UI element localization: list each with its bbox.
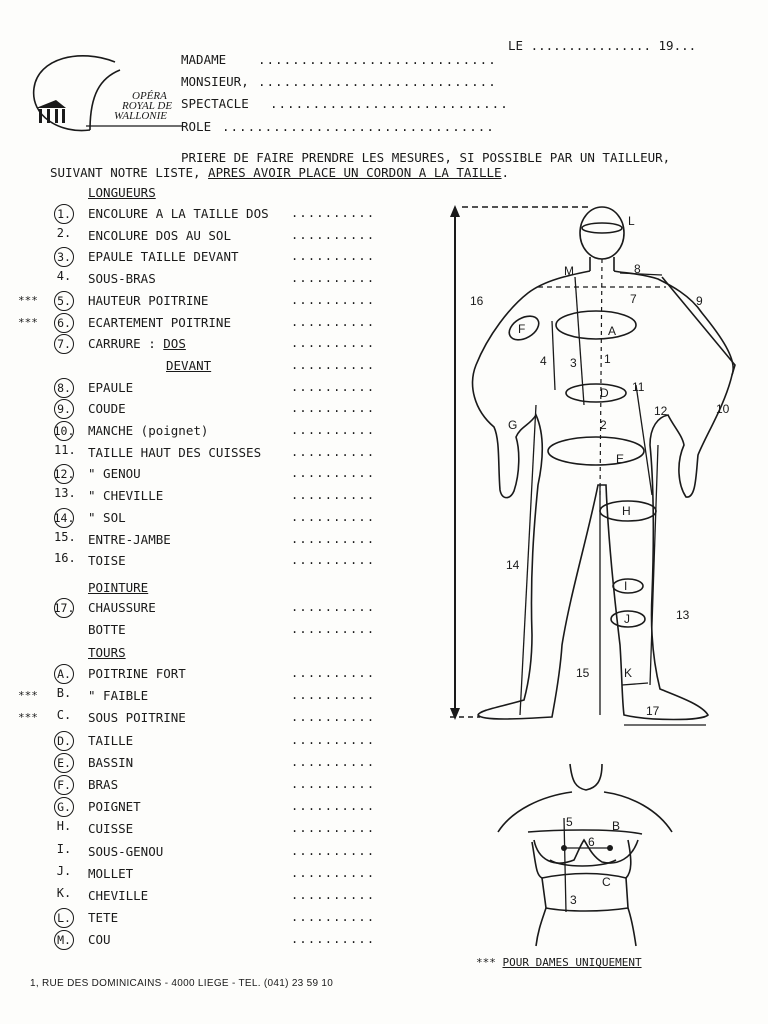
- ladies-note-text: POUR DAMES UNIQUEMENT: [502, 956, 642, 969]
- measure-label-manche-poignet: MANCHE (poignet): [88, 423, 209, 438]
- bust-label-5: 5: [566, 815, 573, 829]
- instructions-end: .: [501, 165, 510, 180]
- field-monsieur-label: MONSIEUR,: [181, 74, 249, 89]
- circled-item-number: 6.: [54, 313, 74, 333]
- measure-input-taille-haut-des-cuisses[interactable]: ..........: [291, 445, 376, 459]
- fig-label-1: 1: [604, 352, 611, 366]
- fig-label-L: L: [628, 214, 635, 228]
- item-number: I.: [56, 842, 72, 856]
- fig-label-17: 17: [646, 704, 660, 718]
- circled-item-number: 17.: [54, 598, 74, 618]
- measure-input-ecartement-poitrine[interactable]: ..........: [291, 315, 376, 329]
- measure-label-epaule-taille-devant: EPAULE TAILLE DEVANT: [88, 249, 239, 264]
- fig-label-10: 10: [716, 402, 730, 416]
- fig-label-A: A: [608, 324, 617, 338]
- fig-label-3: 3: [570, 356, 577, 370]
- fig-label-7: 7: [630, 292, 637, 306]
- measure-input-sol[interactable]: ..........: [291, 510, 376, 524]
- item-number: H.: [56, 819, 72, 833]
- circled-item-number: F.: [54, 775, 74, 795]
- section-longueurs: LONGUEURS: [88, 185, 156, 200]
- measure-input-coude[interactable]: ..........: [291, 401, 376, 415]
- measure-input-entre-jambe[interactable]: ..........: [291, 532, 376, 546]
- measure-label-tete: TETE: [88, 910, 119, 925]
- fig-label-12: 12: [654, 404, 668, 418]
- measure-input-chaussure[interactable]: ..........: [291, 600, 376, 614]
- measure-label-bras: BRAS: [88, 777, 119, 792]
- fig-label-15: 15: [576, 666, 590, 680]
- measure-input-carrure-dos[interactable]: ..........: [291, 336, 376, 350]
- measure-label-encolure-dos-au-sol: ENCOLURE DOS AU SOL: [88, 228, 231, 243]
- measure-label-sous-genou: SOUS-GENOU: [88, 844, 164, 859]
- field-madame-label: MADAME: [181, 52, 227, 67]
- measure-input-sous-poitrine[interactable]: ..........: [291, 710, 376, 724]
- carrure-dos-label: DOS: [163, 336, 186, 351]
- measure-label-faible: " FAIBLE: [88, 688, 149, 703]
- instructions-plain: SUIVANT NOTRE LISTE,: [50, 165, 209, 180]
- item-number: K.: [56, 886, 72, 900]
- circled-item-number: L.: [54, 908, 74, 928]
- circled-item-number: 12.: [54, 464, 74, 484]
- circled-item-number: 14.: [54, 508, 74, 528]
- measure-input-epaule-taille-devant[interactable]: ..........: [291, 249, 376, 263]
- measure-input-faible[interactable]: ..........: [291, 688, 376, 702]
- item-number: 15.: [54, 530, 76, 544]
- measure-input-genou[interactable]: ..........: [291, 466, 376, 480]
- measure-input-cou[interactable]: ..........: [291, 932, 376, 946]
- bust-label-B: B: [612, 819, 621, 833]
- measure-input-tete[interactable]: ..........: [291, 910, 376, 924]
- item-number: 16.: [54, 551, 76, 565]
- footer-address: 1, RUE DES DOMINICAINS - 4000 LIEGE - TEL. (041) 23 59 10: [30, 978, 334, 989]
- measure-input-mollet[interactable]: ..........: [291, 866, 376, 880]
- measure-label-entre-jambe: ENTRE-JAMBE: [88, 532, 171, 547]
- fig-label-G: G: [508, 418, 518, 432]
- measure-label-sol: " SOL: [88, 510, 126, 525]
- measure-input-bassin[interactable]: ..........: [291, 755, 376, 769]
- circled-item-number: 7.: [54, 334, 74, 354]
- fig-label-13: 13: [676, 608, 690, 622]
- measure-input-sous-bras[interactable]: ..........: [291, 271, 376, 285]
- circled-item-number: 1.: [54, 204, 74, 224]
- fig-label-H: H: [622, 504, 631, 518]
- fig-label-16: 16: [470, 294, 484, 308]
- fig-label-D: D: [600, 386, 609, 400]
- measure-input-taille[interactable]: ..........: [291, 733, 376, 747]
- section-tours: TOURS: [88, 645, 126, 660]
- item-number: B.: [56, 686, 72, 700]
- measure-input-encolure-dos-au-sol[interactable]: ..........: [291, 228, 376, 242]
- item-number: J.: [56, 864, 72, 878]
- measure-label-carrure-dos: CARRURE : DOS: [88, 336, 186, 351]
- measure-input-epaule[interactable]: ..........: [291, 380, 376, 394]
- fig-label-F: F: [518, 322, 526, 336]
- ladies-only-marker: ***: [18, 711, 38, 724]
- field-monsieur-input[interactable]: ............................: [258, 74, 497, 89]
- fig-label-11: 11: [632, 380, 645, 394]
- measure-input-poitrine-fort[interactable]: ..........: [291, 666, 376, 680]
- fig-label-2: 2: [600, 418, 607, 432]
- bust-label-3: 3: [570, 893, 577, 907]
- measure-input-manche-poignet[interactable]: ..........: [291, 423, 376, 437]
- measure-input-cuisse[interactable]: ..........: [291, 821, 376, 835]
- measure-label-ecartement-poitrine: ECARTEMENT POITRINE: [88, 315, 231, 330]
- field-madame-input[interactable]: ............................: [258, 52, 497, 67]
- measure-input-botte[interactable]: ..........: [291, 622, 376, 636]
- circled-item-number: 8.: [54, 378, 74, 398]
- measure-label-cuisse: CUISSE: [88, 821, 134, 836]
- date-field: LE ................ 19...: [508, 38, 697, 53]
- circled-item-number: A.: [54, 664, 74, 684]
- measure-label-hauteur-poitrine: HAUTEUR POITRINE: [88, 293, 209, 308]
- instructions-line-2: [50, 165, 509, 180]
- fig-label-14: 14: [506, 558, 520, 572]
- circled-item-number: 5.: [54, 291, 74, 311]
- measure-label-bassin: BASSIN: [88, 755, 134, 770]
- measure-label-cheville: " CHEVILLE: [88, 488, 164, 503]
- measure-label-taille-haut-des-cuisses: TAILLE HAUT DES CUISSES: [88, 445, 262, 460]
- ladies-note: [476, 956, 642, 969]
- fig-label-4: 4: [540, 354, 547, 368]
- circled-item-number: M.: [54, 930, 74, 950]
- field-spectacle-label: SPECTACLE: [181, 96, 249, 111]
- circled-item-number: 9.: [54, 399, 74, 419]
- measure-input-sous-genou[interactable]: ..........: [291, 844, 376, 858]
- measure-label-botte: BOTTE: [88, 622, 126, 637]
- item-number: 11.: [54, 443, 76, 457]
- logo-line-1: OPÉRA: [132, 90, 167, 102]
- measure-input-poignet[interactable]: ..........: [291, 799, 376, 813]
- logo: [20, 50, 190, 140]
- measure-label-sous-bras: SOUS-BRAS: [88, 271, 156, 286]
- fig-label-I: I: [624, 579, 628, 593]
- instructions-underlined: APRES AVOIR PLACE UN CORDON A LA TAILLE: [208, 165, 502, 180]
- measure-input-cheville[interactable]: ..........: [291, 488, 376, 502]
- fig-label-E: E: [616, 452, 625, 466]
- circled-item-number: 10.: [54, 421, 74, 441]
- measure-input-encolure-a-la-taille-dos[interactable]: ..........: [291, 206, 376, 220]
- circled-item-number: G.: [54, 797, 74, 817]
- circled-item-number: D.: [54, 731, 74, 751]
- measure-label-epaule: EPAULE: [88, 380, 134, 395]
- bust-label-C: C: [602, 875, 611, 889]
- fig-label-J: J: [624, 612, 630, 626]
- measure-label-sous-poitrine: SOUS POITRINE: [88, 710, 186, 725]
- field-role-label: ROLE: [181, 119, 212, 134]
- circled-item-number: 3.: [54, 247, 74, 267]
- field-spectacle-input[interactable]: ............................: [270, 96, 509, 111]
- bust-diagram: [492, 760, 682, 950]
- measure-input-cheville[interactable]: ..........: [291, 888, 376, 902]
- measure-input-toise[interactable]: ..........: [291, 553, 376, 567]
- circled-item-number: E.: [54, 753, 74, 773]
- section-pointure: POINTURE: [88, 580, 149, 595]
- ladies-only-marker: ***: [18, 689, 38, 702]
- ladies-note-stars: ***: [476, 956, 496, 969]
- measure-label-poignet: POIGNET: [88, 799, 141, 814]
- measure-input-hauteur-poitrine[interactable]: ..........: [291, 293, 376, 307]
- measure-label-chaussure: CHAUSSURE: [88, 600, 156, 615]
- item-number: 4.: [56, 269, 72, 283]
- fig-label-M: M: [564, 264, 574, 278]
- fig-label-9: 9: [696, 294, 703, 308]
- logo-line-2: ROYAL DE: [122, 100, 173, 112]
- measure-input-devant[interactable]: ..........: [291, 358, 376, 372]
- fig-label-K: K: [624, 666, 633, 680]
- field-role-input[interactable]: ................................: [222, 119, 495, 134]
- item-number: 2.: [56, 226, 72, 240]
- measure-input-bras[interactable]: ..........: [291, 777, 376, 791]
- measure-label-mollet: MOLLET: [88, 866, 134, 881]
- item-number: 13.: [54, 486, 76, 500]
- item-number: C.: [56, 708, 72, 722]
- measure-label-taille: TAILLE: [88, 733, 134, 748]
- measure-label-coude: COUDE: [88, 401, 126, 416]
- measure-label-encolure-a-la-taille-dos: ENCOLURE A LA TAILLE DOS: [88, 206, 269, 221]
- measure-label-toise: TOISE: [88, 553, 126, 568]
- body-figure-diagram: [440, 195, 760, 735]
- measure-label-devant: DEVANT: [166, 358, 212, 373]
- fig-label-8: 8: [634, 262, 641, 276]
- logo-line-3: WALLONIE: [114, 110, 168, 122]
- measure-label-poitrine-fort: POITRINE FORT: [88, 666, 186, 681]
- ladies-only-marker: ***: [18, 294, 38, 307]
- measure-label-genou: " GENOU: [88, 466, 141, 481]
- measure-label-cou: COU: [88, 932, 111, 947]
- bust-label-6: 6: [588, 835, 595, 849]
- ladies-only-marker: ***: [18, 316, 38, 329]
- measure-label-cheville: CHEVILLE: [88, 888, 149, 903]
- instructions-line-1: PRIERE DE FAIRE PRENDRE LES MESURES, SI POSSIBLE PAR UN TAILLEUR,: [181, 150, 671, 165]
